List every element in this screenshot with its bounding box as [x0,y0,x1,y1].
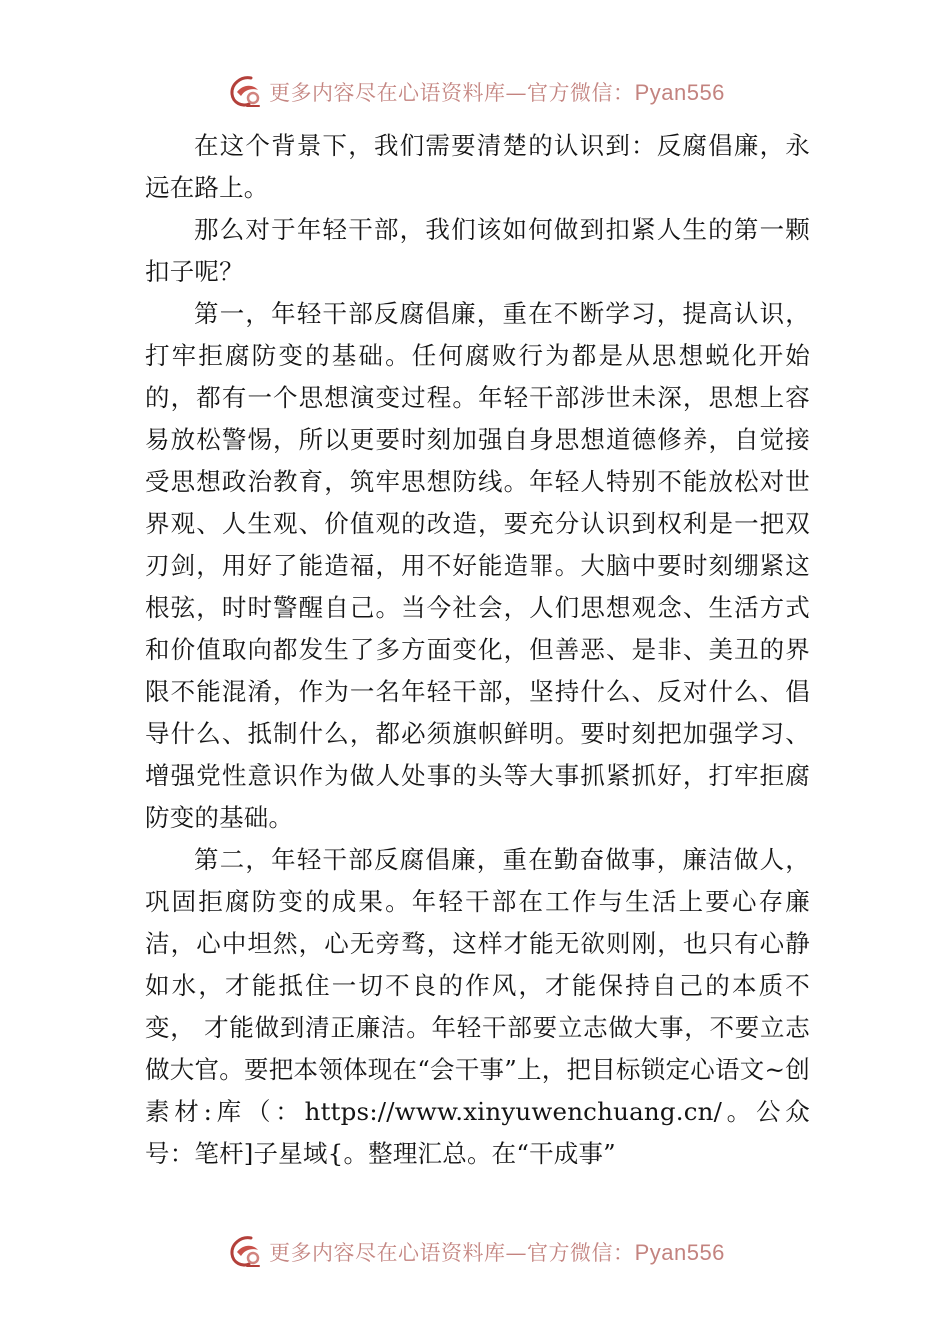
footer-watermark [0,1230,950,1274]
document-body [145,125,810,1175]
header-watermark [0,70,950,114]
paragraph-4: 第二，年轻干部反腐倡廉，重在勤奋做事，廉洁做人，巩固拒腐防变的成果。年轻干部在工作与生活上要心存廉洁，心中坦然，心无旁骛，这样才能无欲则刚，也只有心静如水，才能抵住一切不良的作风，才能保持自己的本质不变， 才能做到清正廉洁。年轻干部要立志做大事，不要立志做大官。要把本领体现在“会干事”上，把目标锁定心语文~创素材:库（：https://www.xinyuwenchuang.cn/。公众号：笔杆]子星域{。整理汇总。在“干成事” [145,845,810,1168]
brand-logo-icon [225,72,265,112]
watermark-text: 更多内容尽在心语资料库—官方微信：Pyan556 [269,1240,725,1265]
paragraph-1: 在这个背景下，我们需要清楚的认识到：反腐倡廉，永远在路上。 [145,131,810,202]
paragraph-3: 第一，年轻干部反腐倡廉，重在不断学习，提高认识，打牢拒腐防变的基础。任何腐败行为都是从思想蜕化开始的，都有一个思想演变过程。年轻干部涉世未深，思想上容易放松警惕，所以更要时刻加强自身思想道德修养，自觉接受思想政治教育，筑牢思想防线。年轻人特别不能放松对世界观、人生观、价值观的改造，要充分认识到权利是一把双刃剑，用好了能造福，用不好能造罪。大脑中要时刻绷紧这根弦，时时警醒自己。当今社会，人们思想观念、生活方式和价值取向都发生了多方面变化，但善恶、是非、美丑的界限不能混淆，作为一名年轻干部，坚持什么、反对什么、倡导什么、抵制什么，都必须旗帜鲜明。要时刻把加强学习、增强党性意识作为做人处事的头等大事抓紧抓好，打牢拒腐防变的基础。 [145,299,810,832]
watermark-text: 更多内容尽在心语资料库—官方微信：Pyan556 [269,80,725,105]
brand-logo-icon [225,1232,265,1272]
paragraph-2: 那么对于年轻干部，我们该如何做到扣紧人生的第一颗扣子呢？ [145,215,810,286]
